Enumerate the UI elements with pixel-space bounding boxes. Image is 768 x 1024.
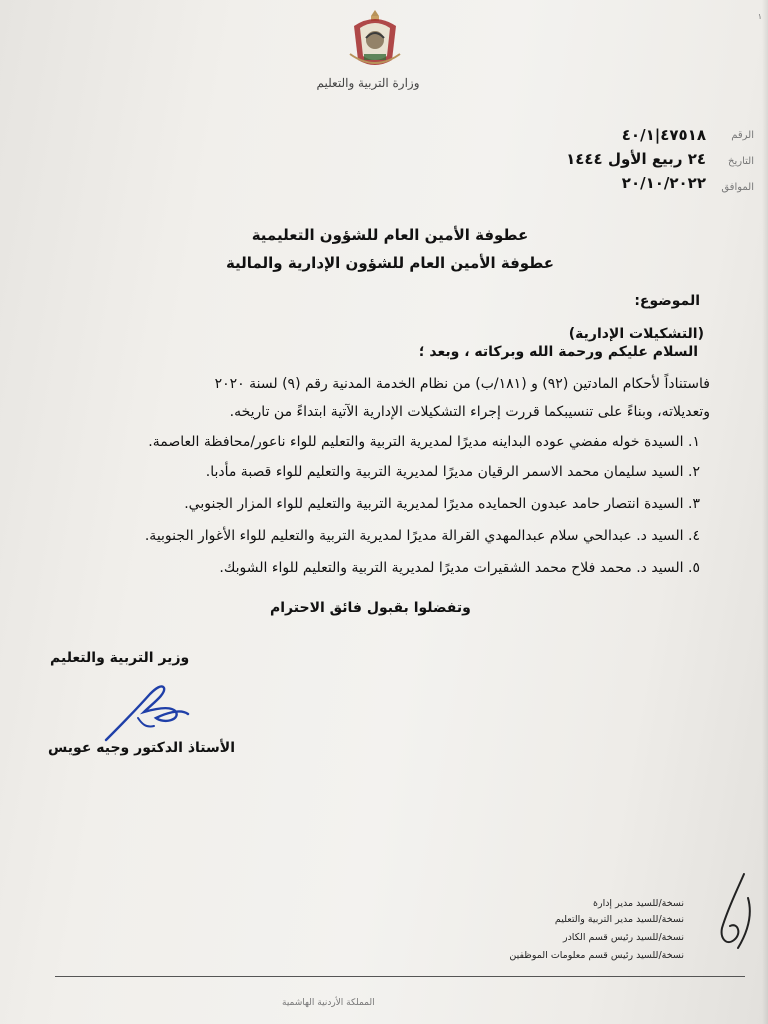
ref-label: الرقم <box>731 130 754 141</box>
signatory-name: الأستاذ الدكتور وجيه عويس <box>48 740 235 756</box>
list-item: ٥. السيد د. محمد فلاح محمد الشقيرات مديرًا لمديرية التربية والتعليم للواء الشوبك. <box>219 560 700 576</box>
cc-item: نسخة/للسيد مدير إدارة <box>593 898 684 909</box>
jordan-crest-logo <box>340 4 410 74</box>
body-paragraph-line-2: وتعديلاته، وبناءً على تنسيبكما قررت إجراء التشكيلات الإدارية الآتية ابتداءً من تاريخه. <box>229 404 710 420</box>
cc-item: نسخة/للسيد مدير التربية والتعليم <box>554 914 684 925</box>
gregorian-date: ٢٠/١٠/٢٠٢٢ <box>621 174 706 192</box>
page-shadow <box>762 0 768 1024</box>
list-item: ٣. السيدة انتصار حامد عبدون الحمايده مديرًا لمديرية التربية والتعليم للواء المزار الجنوبي. <box>184 496 700 512</box>
footer-country: المملكة الأردنية الهاشمية <box>282 998 375 1008</box>
footer-divider <box>55 976 745 977</box>
ref-number: ٤٧٥١٨|٤٠/١ <box>621 126 706 144</box>
list-item: ١. السيدة خوله مفضي عوده البداينه مديرًا لمديرية التربية والتعليم للواء ناعور/محافظة العاصمة. <box>148 434 700 450</box>
signatory-title: وزير التربية والتعليم <box>50 650 190 666</box>
body-paragraph-line-1: فاستناداً لأحكام المادتين (٩٢) و (١٨١/ب) من نظام الخدمة المدنية رقم (٩) لسنة ٢٠٢٠ <box>214 376 710 392</box>
recipient-1: عطوفة الأمين العام للشؤون التعليمية <box>251 226 529 244</box>
subject-label: الموضوع: <box>634 293 700 309</box>
list-item: ٤. السيد د. عبدالحي سلام عبدالمهدي القرالة مديرًا لمديرية التربية والتعليم للواء الأغوار الجنوبية. <box>144 528 700 544</box>
page-corner-mark: ١ <box>757 12 762 21</box>
cc-item: نسخة/للسيد رئيس قسم الكادر <box>562 932 684 943</box>
hijri-date: ٢٤ ربيع الأول ١٤٤٤ <box>566 150 706 168</box>
handwritten-initials <box>708 868 758 958</box>
corresponding-label: الموافق <box>721 182 754 193</box>
date-label: التاريخ <box>728 156 754 167</box>
subject-value: (التشكيلات الإدارية) <box>568 326 704 342</box>
cc-item: نسخة/للسيد رئيس قسم معلومات الموظفين <box>509 950 684 961</box>
recipient-2: عطوفة الأمين العام للشؤون الإدارية والمالية <box>225 254 555 272</box>
greeting: السلام عليكم ورحمة الله وبركاته ، وبعد ؛ <box>418 344 698 360</box>
handwritten-signature <box>98 678 194 746</box>
closing-line: وتفضلوا بقبول فائق الاحترام <box>270 600 471 616</box>
ministry-name: وزارة التربية والتعليم <box>316 76 420 90</box>
list-item: ٢. السيد سليمان محمد الاسمر الرقيان مديرًا لمديرية التربية والتعليم للواء قصبة مأدبا. <box>205 464 700 480</box>
